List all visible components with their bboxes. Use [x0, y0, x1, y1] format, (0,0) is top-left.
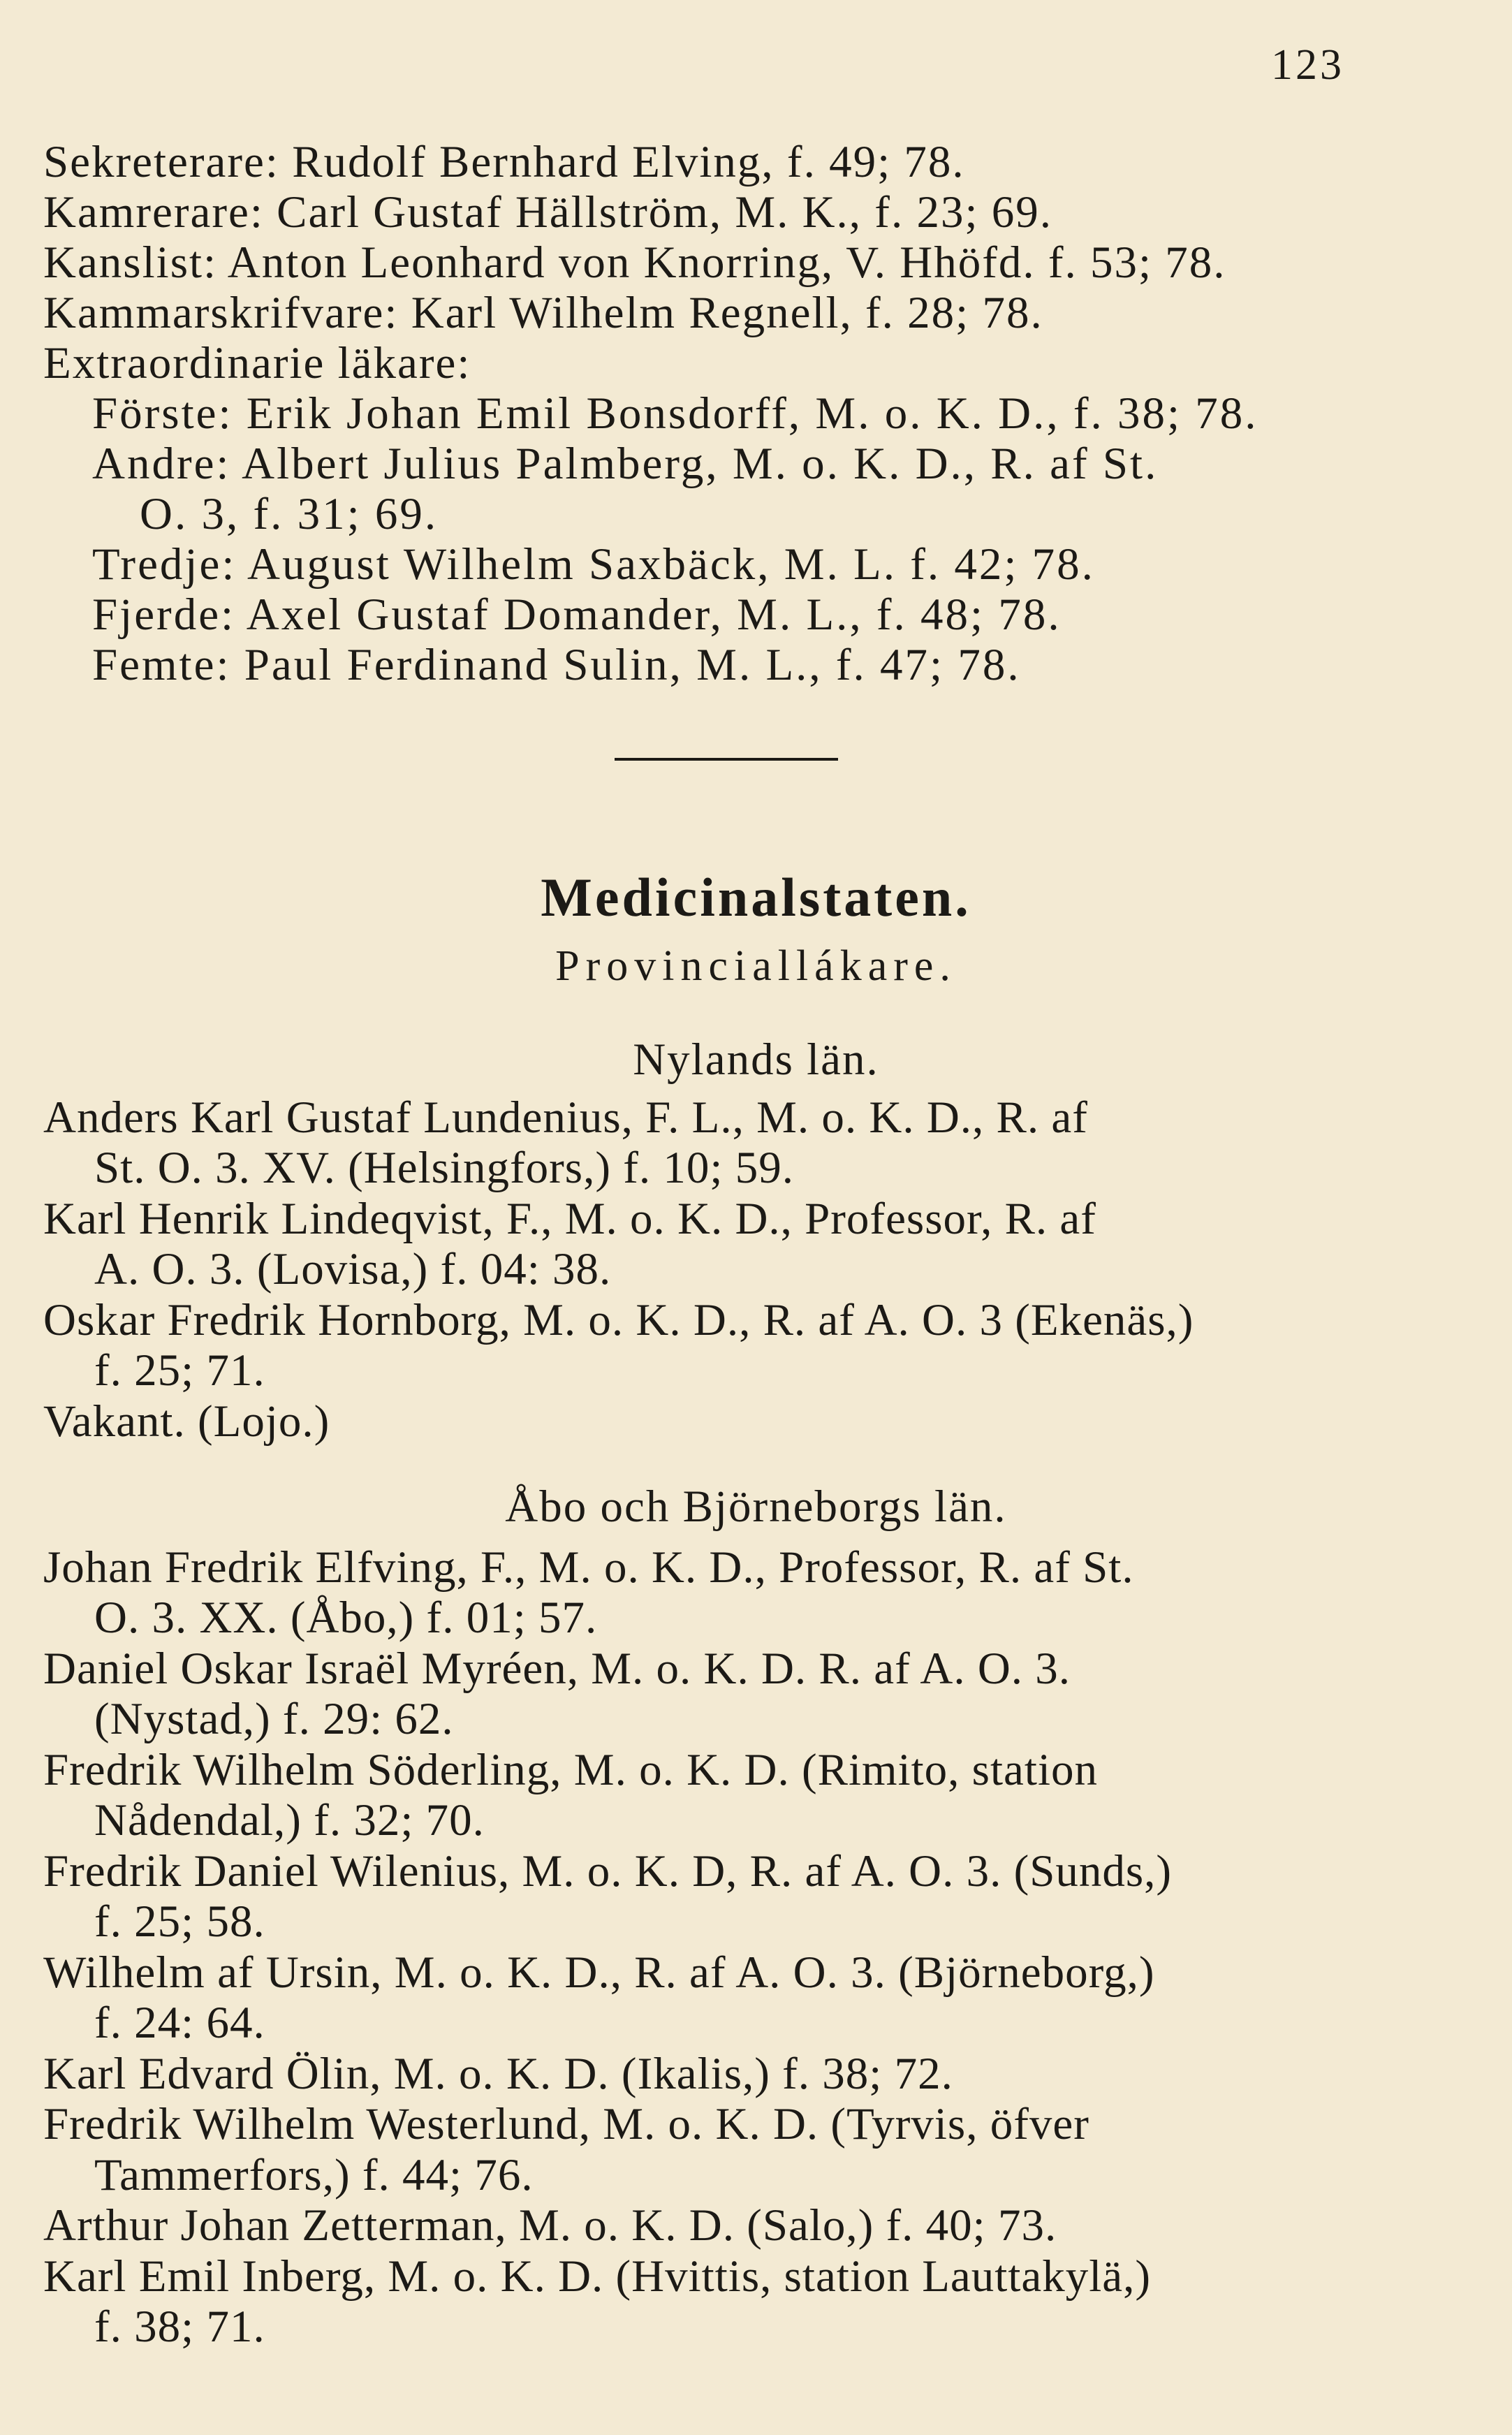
doctor-entry: Arthur Johan Zetterman, M. o. K. D. (Salo,) f. 40; 73. — [43, 2200, 1057, 2251]
section-heading: Medicinalstaten. — [541, 867, 971, 928]
official-entry: Sekreterare: Rudolf Bernhard Elving, f. 49; 78. — [43, 137, 965, 187]
doctor-entry-vacant: Vakant. (Lojo.) — [43, 1396, 330, 1447]
doctor-entry-continuation: Nådendal,) f. 32; 70. — [94, 1795, 485, 1845]
doctor-entry: Wilhelm af Ursin, M. o. K. D., R. af A. O. 3. (Björneborg,) — [43, 1947, 1155, 1998]
doctor-entry: Oskar Fredrik Hornborg, M. o. K. D., R. af A. O. 3 (Ekenäs,) — [43, 1295, 1194, 1345]
county-heading: Nylands län. — [633, 1034, 879, 1085]
page-number: 123 — [1271, 41, 1344, 89]
official-entry: Kamrerare: Carl Gustaf Hällström, M. K., f. 23; 69. — [43, 187, 1053, 237]
doctor-entry: Fjerde: Axel Gustaf Domander, M. L., f. 48; 78. — [92, 590, 1062, 640]
doctor-entry-continuation: A. O. 3. (Lovisa,) f. 04: 38. — [94, 1244, 612, 1294]
doctor-entry: Karl Edvard Ölin, M. o. K. D. (Ikalis,) f. 38; 72. — [43, 2049, 953, 2099]
doctor-entry: Karl Henrik Lindeqvist, F., M. o. K. D., Professor, R. af — [43, 1194, 1096, 1244]
doctor-entry: Karl Emil Inberg, M. o. K. D. (Hvittis, station Lauttakylä,) — [43, 2251, 1152, 2302]
section-subheading: Provinciallákare. — [555, 942, 957, 990]
official-entry-heading: Extraordinarie läkare: — [43, 338, 471, 388]
official-entry: Kanslist: Anton Leonhard von Knorring, V. Hhöfd. f. 53; 78. — [43, 237, 1226, 288]
official-entry: Kammarskrifvare: Karl Wilhelm Regnell, f. 28; 78. — [43, 288, 1043, 338]
doctor-entry: Anders Karl Gustaf Lundenius, F. L., M. o. K. D., R. af — [43, 1092, 1088, 1143]
doctor-entry: Johan Fredrik Elfving, F., M. o. K. D., Professor, R. af St. — [43, 1542, 1134, 1593]
doctor-entry: Fredrik Wilhelm Söderling, M. o. K. D. (Rimito, station — [43, 1745, 1099, 1795]
doctor-entry: Andre: Albert Julius Palmberg, M. o. K. D., R. af St. — [92, 439, 1159, 489]
doctor-entry-continuation: St. O. 3. XV. (Helsingfors,) f. 10; 59. — [94, 1143, 794, 1193]
county-heading: Åbo och Björneborgs län. — [505, 1482, 1007, 1532]
doctor-entry: Fredrik Daniel Wilenius, M. o. K. D, R. af A. O. 3. (Sunds,) — [43, 1846, 1173, 1896]
doctor-entry: Fredrik Wilhelm Westerlund, M. o. K. D. (Tyrvis, öfver — [43, 2099, 1089, 2149]
doctor-entry-continuation: Tammerfors,) f. 44; 76. — [94, 2150, 534, 2200]
doctor-entry: Daniel Oskar Israël Myréen, M. o. K. D. R. af A. O. 3. — [43, 1644, 1071, 1694]
doctor-entry-continuation: f. 38; 71. — [94, 2302, 265, 2352]
doctor-entry-continuation: (Nystad,) f. 29: 62. — [94, 1694, 454, 1744]
doctor-entry: Femte: Paul Ferdinand Sulin, M. L., f. 47; 78. — [92, 640, 1021, 690]
doctor-entry: Förste: Erik Johan Emil Bonsdorff, M. o. K. D., f. 38; 78. — [92, 388, 1258, 439]
doctor-entry-continuation: O. 3, f. 31; 69. — [140, 489, 439, 539]
doctor-entry: Tredje: August Wilhelm Saxbäck, M. L. f. 42; 78. — [92, 539, 1095, 590]
doctor-entry-continuation: f. 24: 64. — [94, 1998, 265, 2048]
doctor-entry-continuation: f. 25; 71. — [94, 1345, 265, 1396]
doctor-entry-continuation: O. 3. XX. (Åbo,) f. 01; 57. — [94, 1593, 598, 1643]
section-divider — [615, 758, 838, 761]
doctor-entry-continuation: f. 25; 58. — [94, 1896, 265, 1947]
